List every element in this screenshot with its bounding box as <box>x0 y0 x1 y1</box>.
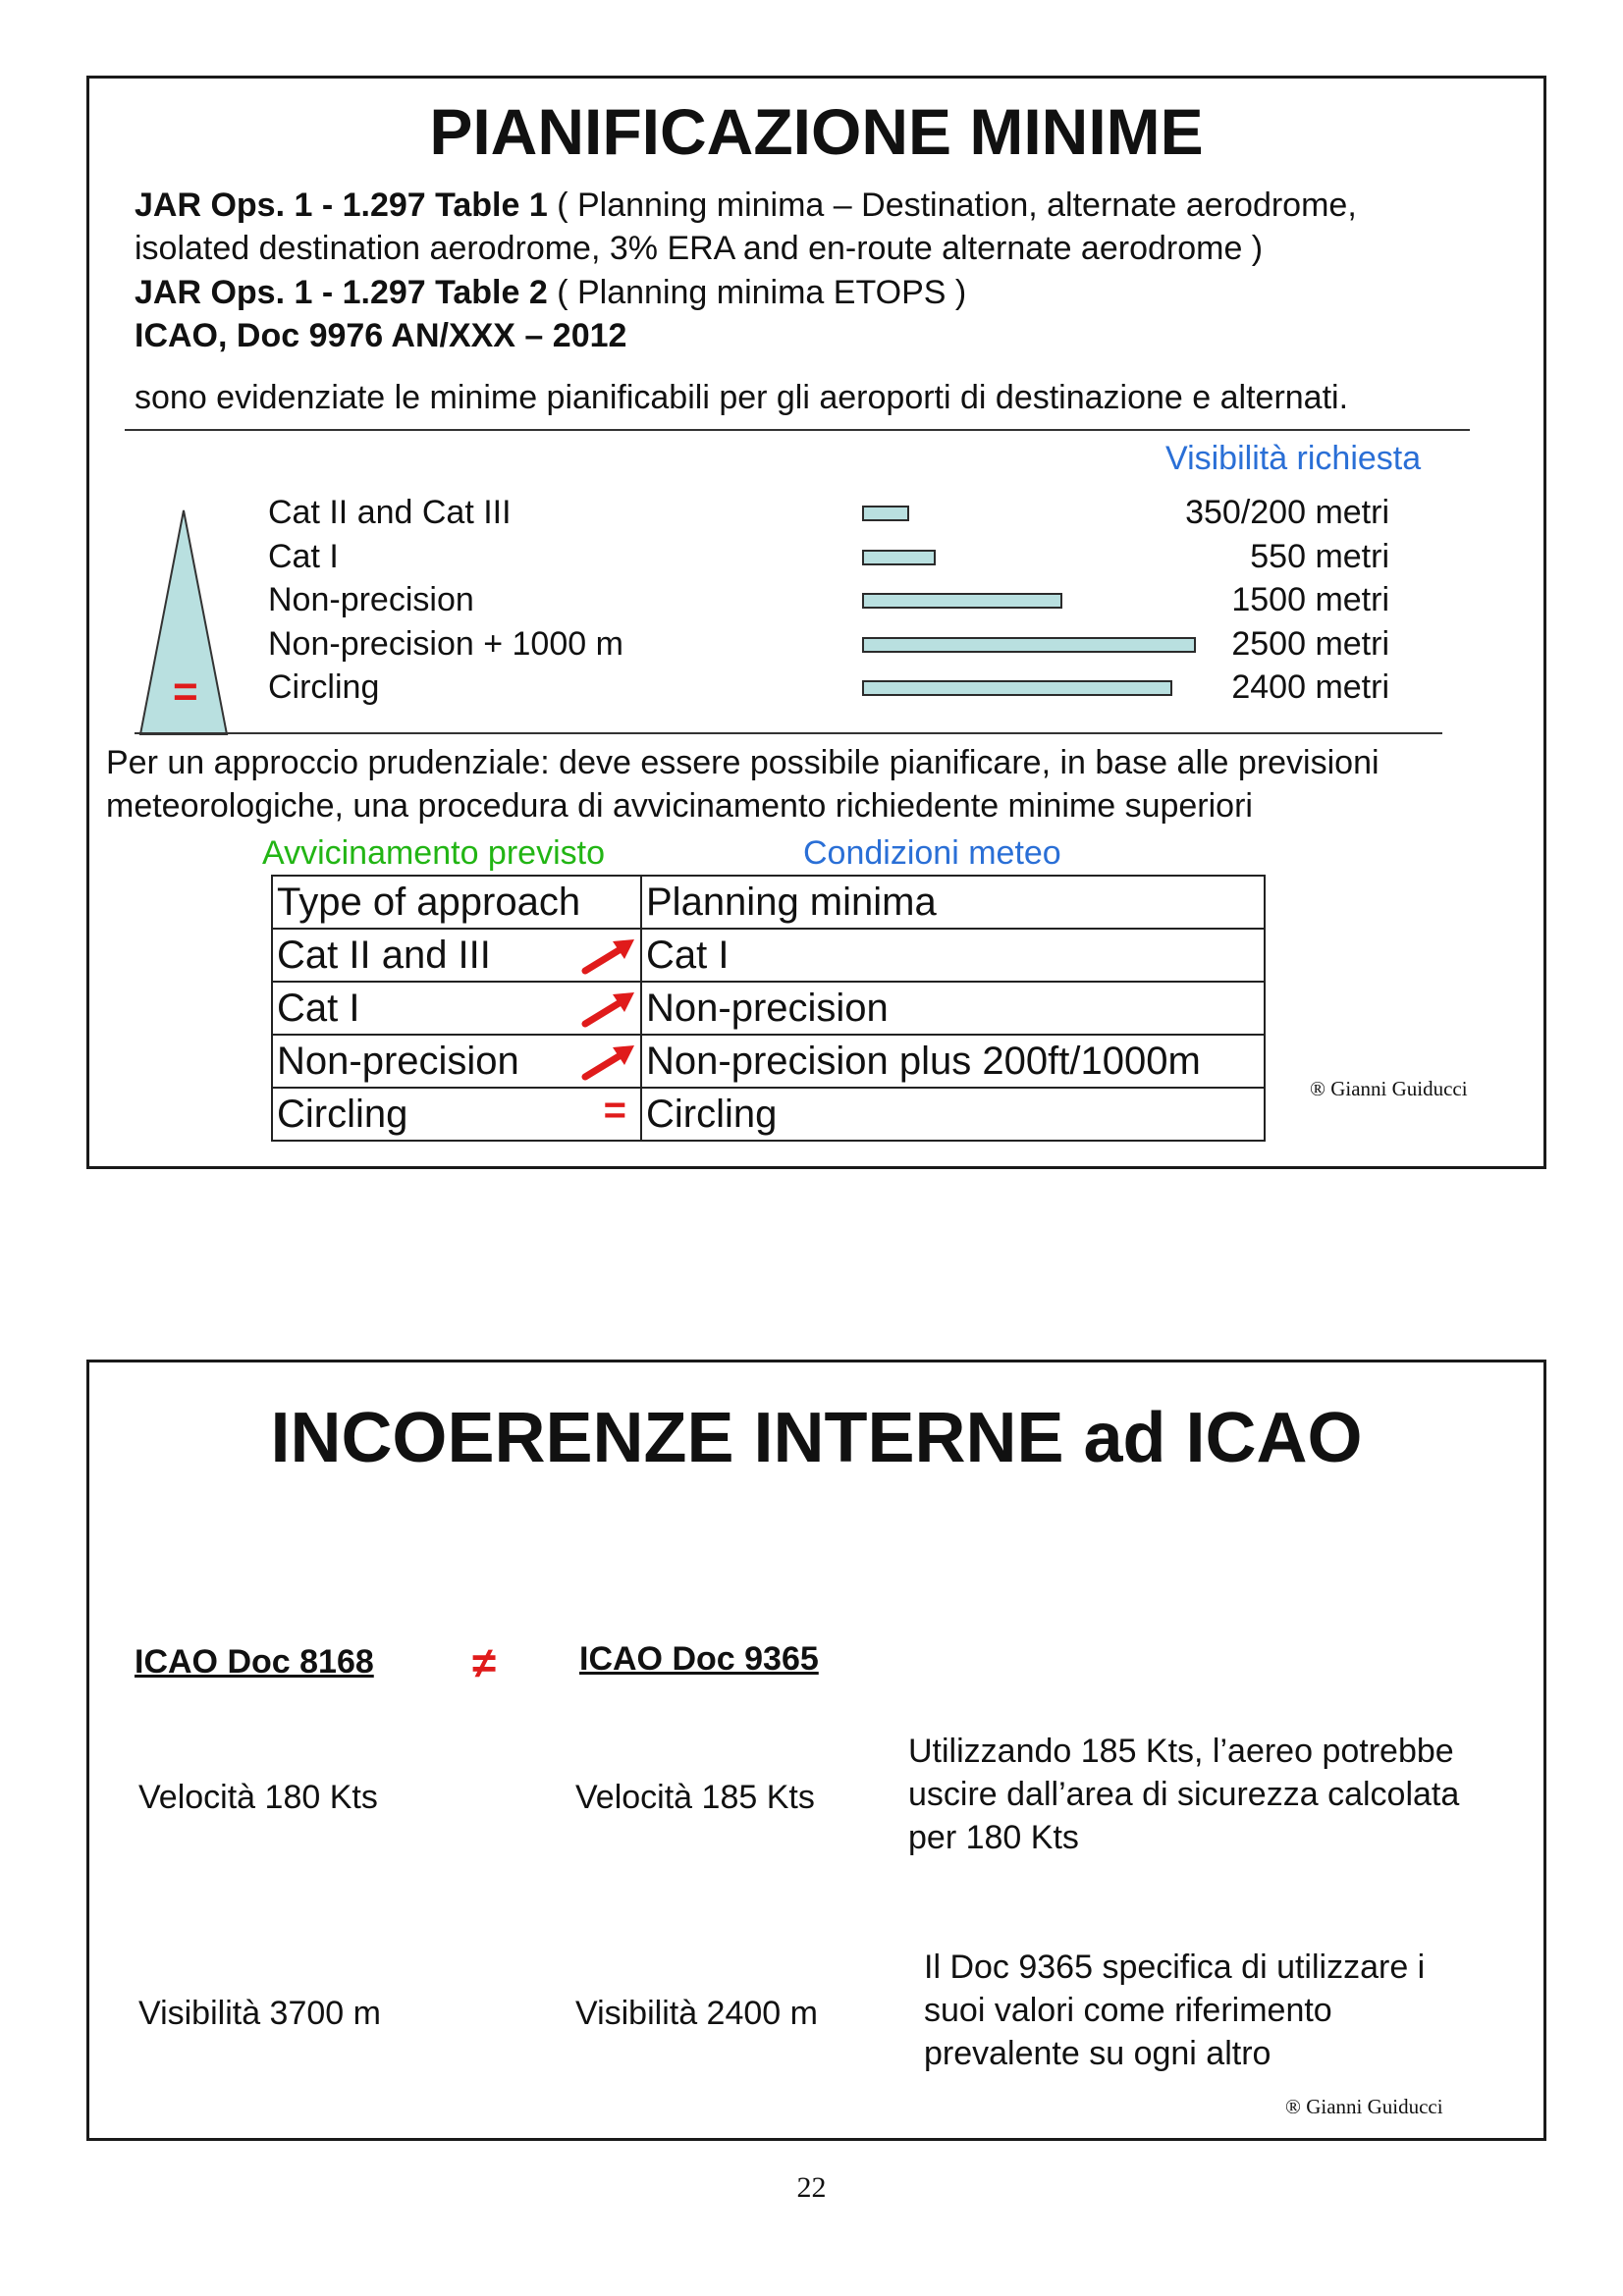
ref-line-1: JAR Ops. 1 - 1.297 Table 1 ( Planning minima – Destination, alternate aerodrome, <box>135 187 1357 224</box>
prudent-text-2: meteorologiche, una procedura di avvicinamento richiedente minime superiori <box>106 787 1253 825</box>
ref-line-3: JAR Ops. 1 - 1.297 Table 2 ( Planning minima ETOPS ) <box>135 274 967 311</box>
red-arrow-icon <box>581 937 636 985</box>
divider-bottom <box>135 732 1442 734</box>
divider-top <box>125 429 1470 431</box>
doc-a-heading: ICAO Doc 8168 <box>135 1643 374 1681</box>
category-label: Cat II and Cat III <box>268 494 512 531</box>
equals-mark: = <box>173 667 198 716</box>
copyright: ® Gianni Guiducci <box>1285 2095 1443 2118</box>
approach-table <box>271 875 1266 1142</box>
copyright: ® Gianni Guiducci <box>1310 1077 1468 1100</box>
visibility-bar <box>862 593 1062 609</box>
doc-b-heading: ICAO Doc 9365 <box>579 1640 819 1678</box>
table-header-type: Type of approach <box>272 876 641 929</box>
red-equals-icon: = <box>603 1089 626 1132</box>
label-expected-approach: Avvicinamento previsto <box>262 834 605 872</box>
table-row <box>272 1088 1265 1141</box>
speed-note: Utilizzando 185 Kts, l’aereo potrebbe uscire dall’area di sicurezza calcolata per 180 Kts <box>908 1733 1460 1856</box>
category-label: Non-precision + 1000 m <box>268 624 623 663</box>
not-equal-icon: ≠ <box>472 1639 497 1687</box>
visibility-value: 550 metri <box>1250 537 1389 575</box>
doc-a-speed: Velocità 180 Kts <box>138 1779 378 1816</box>
visibility-value: 2400 metri <box>1231 668 1389 706</box>
table-cell-type: Cat I <box>272 982 641 1035</box>
visibility-value: 350/200 metri <box>1185 494 1389 531</box>
visibility-bar <box>862 550 936 565</box>
table-cell-minima: Non-precision <box>641 982 1265 1035</box>
red-arrow-icon <box>581 1043 636 1091</box>
visibility-bar <box>862 680 1172 696</box>
table-row <box>272 1035 1265 1088</box>
table-header-minima: Planning minima <box>641 876 1265 929</box>
table-row <box>272 982 1265 1035</box>
intro-text: sono evidenziate le minime pianificabili per gli aeroporti di destinazione e alternati. <box>135 379 1349 416</box>
category-label: Cat I <box>268 537 339 575</box>
slide-title: INCOERENZE INTERNE ad ICAO <box>270 1399 1363 1477</box>
visibility-value: 1500 metri <box>1231 581 1389 618</box>
doc-a-visibility: Visibilità 3700 m <box>138 1995 381 2032</box>
visibility-bar <box>862 506 909 521</box>
label-weather-conditions: Condizioni meteo <box>803 834 1061 872</box>
visibility-header: Visibilità richiesta <box>1165 440 1422 477</box>
ref-line-2: isolated destination aerodrome, 3% ERA and en-route alternate aerodrome ) <box>135 230 1264 267</box>
category-label: Non-precision <box>268 581 474 618</box>
visibility-bar <box>862 637 1196 653</box>
page-number: 22 <box>796 2171 827 2204</box>
doc-b-visibility: Visibilità 2400 m <box>575 1995 818 2032</box>
table-cell-minima: Non-precision plus 200ft/1000m <box>641 1035 1265 1088</box>
table-cell-minima: Cat I <box>641 929 1265 982</box>
slide-icao-inconsistencies <box>86 1360 1546 2141</box>
slide-title: PIANIFICAZIONE MINIME <box>429 95 1204 168</box>
visibility-note: Il Doc 9365 specifica di utilizzare i suoi valori come riferimento prevalente su ogni altro <box>924 1949 1426 2072</box>
table-row <box>272 929 1265 982</box>
table-header-row <box>272 876 1265 929</box>
doc-b-speed: Velocità 185 Kts <box>575 1779 815 1816</box>
table-cell-type: Cat II and III <box>272 929 641 982</box>
table-cell-type: Non-precision <box>272 1035 641 1088</box>
prudent-text-1: Per un approccio prudenziale: deve essere possibile pianificare, in base alle previsioni <box>106 744 1380 781</box>
slide-planning-minima <box>86 76 1546 1169</box>
ref-line-4: ICAO, Doc 9976 AN/XXX – 2012 <box>135 317 627 354</box>
category-label: Circling <box>268 668 380 706</box>
visibility-value: 2500 metri <box>1231 624 1389 663</box>
red-arrow-icon <box>581 990 636 1038</box>
table-cell-minima: Circling <box>641 1088 1265 1141</box>
table-cell-type: Circling = <box>272 1088 641 1141</box>
